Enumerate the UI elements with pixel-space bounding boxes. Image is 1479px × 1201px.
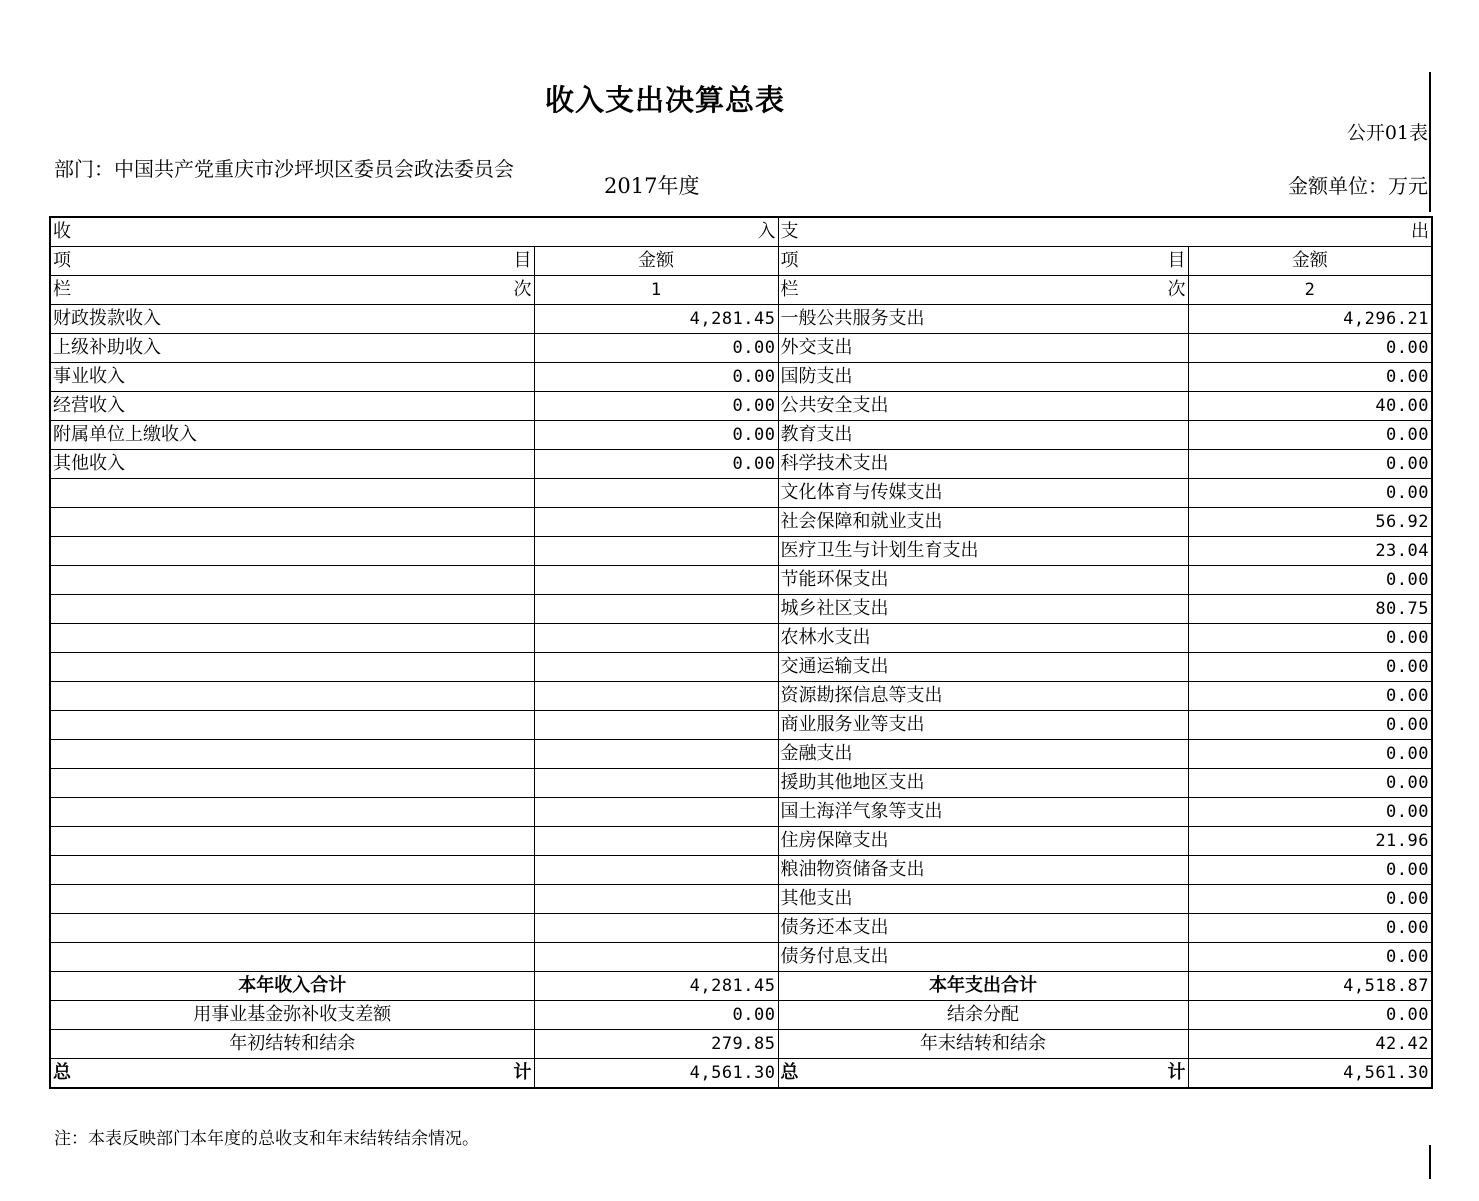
- table-row: [50, 305, 1432, 334]
- item-header-left: 项: [53, 250, 71, 271]
- footnote: 注：本表反映部门本年度的总收支和年末结转结余情况。: [54, 1129, 479, 1149]
- expense-item-cell: 科学技术支出: [778, 450, 1188, 479]
- income-item-cell: 其他收入: [50, 450, 534, 479]
- table-row: [50, 624, 1432, 653]
- income-amount-cell: [534, 740, 778, 769]
- total-income-label: [50, 1059, 534, 1089]
- income-item-cell: [50, 769, 534, 798]
- expense-amount-cell: 80.75: [1188, 595, 1432, 624]
- total-label-left: 总: [780, 1062, 799, 1083]
- income-item-cell: 附属单位上缴收入: [50, 421, 534, 450]
- department-label: 部门：中国共产党重庆市沙坪坝区委员会政法委员会: [54, 157, 514, 181]
- summary-row: [50, 1030, 1432, 1059]
- summary-expense-item: 本年支出合计: [778, 972, 1188, 1001]
- expense-item-cell: 公共安全支出: [778, 392, 1188, 421]
- income-item-cell: [50, 537, 534, 566]
- expense-item-cell: 商业服务业等支出: [778, 711, 1188, 740]
- table-row: [50, 334, 1432, 363]
- expense-section-header: [778, 217, 1432, 247]
- income-amount-cell: [534, 595, 778, 624]
- expense-item-cell: 其他支出: [778, 885, 1188, 914]
- table-row: [50, 508, 1432, 537]
- income-amount-cell: [534, 798, 778, 827]
- column-label-left: 栏: [53, 279, 71, 300]
- page-edge-mark-bottom: [1429, 1145, 1431, 1179]
- expense-amount-cell: 0.00: [1188, 450, 1432, 479]
- form-number: 公开01表: [1346, 122, 1428, 144]
- expense-amount-cell: 4,296.21: [1188, 305, 1432, 334]
- summary-row: [50, 1001, 1432, 1030]
- summary-income-item: 本年收入合计: [50, 972, 534, 1001]
- expense-column-label: [778, 276, 1188, 305]
- income-amount-cell: 0.00: [534, 334, 778, 363]
- income-item-cell: 上级补助收入: [50, 334, 534, 363]
- income-amount-cell: 0.00: [534, 363, 778, 392]
- expense-amount-cell: 0.00: [1188, 943, 1432, 972]
- header-row-column-number: [50, 276, 1432, 305]
- expense-amount-cell: 0.00: [1188, 914, 1432, 943]
- expense-item-cell: 节能环保支出: [778, 566, 1188, 595]
- income-item-cell: [50, 798, 534, 827]
- column-label-right: 次: [513, 279, 532, 300]
- income-amount-cell: [534, 856, 778, 885]
- expense-amount-cell: 0.00: [1188, 334, 1432, 363]
- table-row: [50, 595, 1432, 624]
- summary-expense-amount: 42.42: [1188, 1030, 1432, 1059]
- expense-item-cell: 教育支出: [778, 421, 1188, 450]
- income-item-cell: [50, 914, 534, 943]
- summary-income-amount: 0.00: [534, 1001, 778, 1030]
- income-item-cell: [50, 595, 534, 624]
- income-amount-cell: 0.00: [534, 392, 778, 421]
- income-amount-cell: [534, 943, 778, 972]
- expense-item-header: [778, 247, 1188, 276]
- expense-item-cell: 农林水支出: [778, 624, 1188, 653]
- income-item-cell: [50, 566, 534, 595]
- income-item-cell: [50, 943, 534, 972]
- expense-item-cell: 国土海洋气象等支出: [778, 798, 1188, 827]
- expense-item-cell: 债务付息支出: [778, 943, 1188, 972]
- expense-item-cell: 文化体育与传媒支出: [778, 479, 1188, 508]
- expense-item-cell: 城乡社区支出: [778, 595, 1188, 624]
- income-amount-cell: [534, 827, 778, 856]
- expense-amount-cell: 0.00: [1188, 624, 1432, 653]
- income-amount-cell: [534, 624, 778, 653]
- income-item-cell: [50, 508, 534, 537]
- expense-amount-cell: 0.00: [1188, 566, 1432, 595]
- expense-item-cell: 金融支出: [778, 740, 1188, 769]
- income-column-number: 1: [534, 276, 778, 305]
- column-label-left: 栏: [780, 279, 799, 300]
- income-amount-cell: [534, 653, 778, 682]
- income-amount-cell: [534, 711, 778, 740]
- income-section-header: [50, 217, 778, 247]
- expense-amount-cell: 0.00: [1188, 769, 1432, 798]
- income-item-cell: 事业收入: [50, 363, 534, 392]
- income-amount-cell: [534, 914, 778, 943]
- total-row: [50, 1059, 1432, 1089]
- total-expense-label: [778, 1059, 1188, 1089]
- table-row: [50, 450, 1432, 479]
- expense-amount-header: 金额: [1188, 247, 1432, 276]
- income-header-left: 收: [53, 221, 71, 242]
- income-amount-cell: [534, 885, 778, 914]
- column-label-right: 次: [1167, 279, 1186, 300]
- summary-expense-amount: 0.00: [1188, 1001, 1432, 1030]
- expense-item-cell: 援助其他地区支出: [778, 769, 1188, 798]
- table-row: [50, 769, 1432, 798]
- total-label-left: 总: [53, 1062, 71, 1083]
- item-header-right: 目: [1167, 250, 1186, 271]
- table-row: [50, 537, 1432, 566]
- expense-column-number: 2: [1188, 276, 1432, 305]
- income-column-label: [50, 276, 534, 305]
- total-expense-amount: 4,561.30: [1188, 1059, 1432, 1089]
- table-row: [50, 421, 1432, 450]
- income-item-cell: 财政拨款收入: [50, 305, 534, 334]
- income-item-cell: 经营收入: [50, 392, 534, 421]
- header-row-item: [50, 247, 1432, 276]
- expense-header-right: 出: [1411, 221, 1429, 242]
- expense-item-cell: 资源勘探信息等支出: [778, 682, 1188, 711]
- expense-item-cell: 外交支出: [778, 334, 1188, 363]
- income-item-cell: [50, 682, 534, 711]
- expense-amount-cell: 40.00: [1188, 392, 1432, 421]
- table-row: [50, 856, 1432, 885]
- expense-amount-cell: 23.04: [1188, 537, 1432, 566]
- expense-amount-cell: 21.96: [1188, 827, 1432, 856]
- total-label-right: 计: [513, 1062, 532, 1083]
- table-row: [50, 566, 1432, 595]
- income-item-cell: [50, 856, 534, 885]
- header-row-section: [50, 217, 1432, 247]
- summary-income-amount: 279.85: [534, 1030, 778, 1059]
- fiscal-year: 2017年度: [604, 174, 700, 198]
- income-item-cell: [50, 479, 534, 508]
- expense-item-cell: 国防支出: [778, 363, 1188, 392]
- table-row: [50, 682, 1432, 711]
- table-row: [50, 392, 1432, 421]
- summary-row: [50, 972, 1432, 1001]
- expense-item-cell: 住房保障支出: [778, 827, 1188, 856]
- table-row: [50, 827, 1432, 856]
- income-header-right: 入: [757, 221, 776, 242]
- expense-header-left: 支: [780, 221, 799, 242]
- expense-amount-cell: 0.00: [1188, 740, 1432, 769]
- summary-expense-item: 结余分配: [778, 1001, 1188, 1030]
- expense-amount-cell: 0.00: [1188, 479, 1432, 508]
- expense-amount-cell: 0.00: [1188, 653, 1432, 682]
- expense-item-cell: 粮油物资储备支出: [778, 856, 1188, 885]
- table-row: [50, 653, 1432, 682]
- summary-income-item: 年初结转和结余: [50, 1030, 534, 1059]
- income-item-header: [50, 247, 534, 276]
- summary-income-amount: 4,281.45: [534, 972, 778, 1001]
- amount-unit: 金额单位：万元: [1288, 174, 1428, 198]
- income-expense-table: [49, 216, 1433, 1089]
- income-item-cell: [50, 653, 534, 682]
- income-amount-cell: [534, 566, 778, 595]
- table-row: [50, 914, 1432, 943]
- summary-income-item: 用事业基金弥补收支差额: [50, 1001, 534, 1030]
- income-amount-cell: 0.00: [534, 421, 778, 450]
- income-item-cell: [50, 711, 534, 740]
- income-item-cell: [50, 624, 534, 653]
- income-amount-cell: 4,281.45: [534, 305, 778, 334]
- income-amount-cell: [534, 508, 778, 537]
- expense-amount-cell: 56.92: [1188, 508, 1432, 537]
- income-amount-cell: [534, 537, 778, 566]
- income-amount-header: 金额: [534, 247, 778, 276]
- table-row: [50, 479, 1432, 508]
- expense-amount-cell: 0.00: [1188, 798, 1432, 827]
- income-amount-cell: 0.00: [534, 450, 778, 479]
- expense-amount-cell: 0.00: [1188, 421, 1432, 450]
- expense-amount-cell: 0.00: [1188, 711, 1432, 740]
- expense-amount-cell: 0.00: [1188, 682, 1432, 711]
- table-row: [50, 885, 1432, 914]
- page-edge-mark-top: [1429, 72, 1431, 212]
- expense-item-cell: 一般公共服务支出: [778, 305, 1188, 334]
- table-row: [50, 740, 1432, 769]
- table-row: [50, 711, 1432, 740]
- expense-amount-cell: 0.00: [1188, 885, 1432, 914]
- expense-amount-cell: 0.00: [1188, 363, 1432, 392]
- income-item-cell: [50, 885, 534, 914]
- expense-item-cell: 医疗卫生与计划生育支出: [778, 537, 1188, 566]
- income-amount-cell: [534, 682, 778, 711]
- income-amount-cell: [534, 479, 778, 508]
- income-item-cell: [50, 827, 534, 856]
- total-income-amount: 4,561.30: [534, 1059, 778, 1089]
- expense-item-cell: 交通运输支出: [778, 653, 1188, 682]
- total-label-right: 计: [1167, 1062, 1186, 1083]
- income-amount-cell: [534, 769, 778, 798]
- expense-amount-cell: 0.00: [1188, 856, 1432, 885]
- income-item-cell: [50, 740, 534, 769]
- table-row: [50, 798, 1432, 827]
- page-title: 收入支出决算总表: [544, 83, 785, 117]
- table-row: [50, 943, 1432, 972]
- expense-item-cell: 债务还本支出: [778, 914, 1188, 943]
- item-header-right: 目: [513, 250, 532, 271]
- item-header-left: 项: [780, 250, 799, 271]
- expense-item-cell: 社会保障和就业支出: [778, 508, 1188, 537]
- table-row: [50, 363, 1432, 392]
- summary-expense-item: 年末结转和结余: [778, 1030, 1188, 1059]
- summary-expense-amount: 4,518.87: [1188, 972, 1432, 1001]
